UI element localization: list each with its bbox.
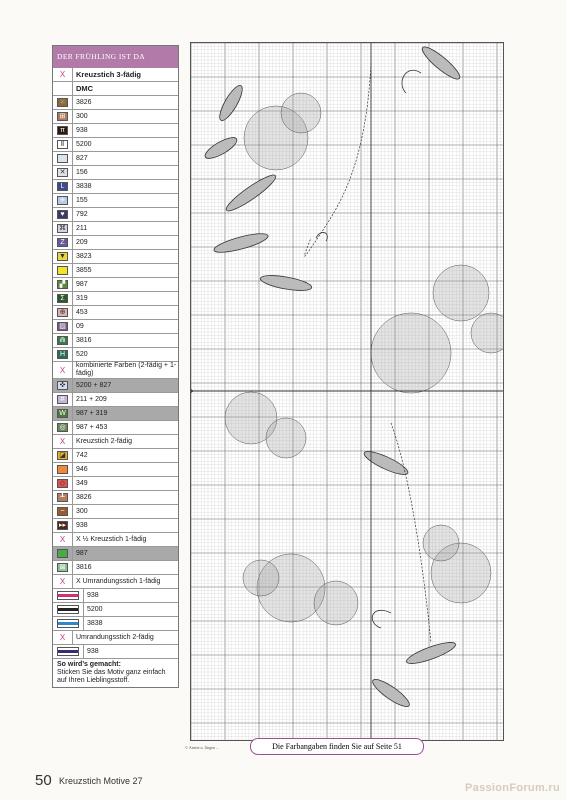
legend-label: 938 [83,589,178,602]
legend-label: 987 + 453 [72,421,178,434]
legend-row [53,222,178,236]
legend-row [53,208,178,222]
legend-row [53,180,178,194]
page-number: 50 [35,772,52,789]
legend-label: 792 [72,208,178,221]
color-swatch-icon: ⊠ [57,563,68,572]
color-swatch-icon: ✜ [57,381,68,390]
legend-label: 3855 [72,264,178,277]
legend-row [53,631,178,645]
legend-label: 453 [72,306,178,319]
legend-label: 211 + 209 [72,393,178,406]
color-swatch-icon: X [59,633,66,642]
color-swatch-icon: X [59,535,66,544]
legend-row [53,278,178,292]
note-title: So wird’s gemacht: [57,661,121,668]
legend-row [53,236,178,250]
legend-row [53,393,178,407]
color-swatch-icon [57,591,79,600]
color-swatch-icon: ♥ [57,210,68,219]
legend-label: 300 [72,505,178,518]
legend-label: 987 [72,278,178,291]
cross-stitch-chart [190,42,504,741]
color-swatch-icon: ◪ [57,451,68,460]
legend-row [53,491,178,505]
legend-row [53,110,178,124]
color-swatch-icon: ✕ [57,168,68,177]
legend-row [53,362,178,379]
legend-label: 946 [72,463,178,476]
legend-row [53,250,178,264]
legend-row [53,138,178,152]
legend-row [53,547,178,561]
color-swatch-icon: Z [57,238,68,247]
legend-label: 987 + 319 [72,407,178,420]
color-swatch-icon: ⊕ [57,308,68,317]
legend-label: 09 [72,320,178,333]
color-swatch-icon [57,266,68,275]
legend-row [53,617,178,631]
legend-row [53,82,178,96]
legend-row [53,449,178,463]
color-swatch-icon: ▞ [57,280,68,289]
watermark: PassionForum.ru [465,782,560,794]
legend-label: 211 [72,222,178,235]
legend-label: 520 [72,348,178,361]
color-swatch-icon: ✳ [57,196,68,205]
legend-row [53,407,178,421]
color-swatch-icon: ⁙ [57,98,68,107]
legend-row [53,589,178,603]
color-swatch-icon: ~ [57,507,68,516]
color-swatch-icon: Ⅱ [57,140,68,149]
legend-label: 938 [72,519,178,532]
legend-label: 3826 [72,96,178,109]
legend-row [53,519,178,533]
color-swatch-icon: W [57,409,68,418]
legend-row [53,477,178,491]
color-swatch-icon: X [59,437,66,446]
legend-row [53,68,178,82]
legend-row [53,505,178,519]
color-swatch-icon: L [57,182,68,191]
legend-row [53,124,178,138]
legend-label: 155 [72,194,178,207]
legend-label: Umrandungsstich 2-fädig [72,631,178,644]
magazine-title: Kreuzstich Motive 27 [59,776,143,786]
legend-row [53,533,178,547]
color-swatch-icon: ◎ [57,423,68,432]
legend-rows [53,68,178,659]
color-swatch-icon: ⊞ [57,112,68,121]
legend-row [53,645,178,659]
color-swatch-icon: X [59,70,66,79]
color-swatch-icon: ⋒ [57,336,68,345]
color-swatch-icon: ▼ [57,252,68,261]
color-swatch-icon: Σ [57,294,68,303]
legend-row [53,264,178,278]
color-swatch-icon: # [57,395,68,404]
color-swatch-icon [57,465,68,474]
legend-row [53,561,178,575]
legend-label: kombinierte Farben (2-fädig + 1-fädig) [72,362,178,378]
legend-label: X ½ Kreuzstich 1-fädig [72,533,178,546]
legend-row [53,166,178,180]
legend-label: 156 [72,166,178,179]
legend-label: 209 [72,236,178,249]
legend-label: 300 [72,110,178,123]
legend-label: Kreuzstich 2-fädig [72,435,178,448]
legend-row [53,603,178,617]
copyright-caption: © Anette u. Jürgen ... [185,745,220,750]
color-swatch-icon [57,549,68,558]
legend-label: 3838 [72,180,178,193]
color-swatch-icon [57,154,68,163]
color-reference-note: Die Farbangaben finden Sie auf Seite 51 [250,738,424,755]
legend-row [53,435,178,449]
color-swatch-icon [57,605,79,614]
color-swatch-icon: ◇ [57,479,68,488]
legend-label: 5200 + 827 [72,379,178,392]
legend-label: 827 [72,152,178,165]
legend-label: 3838 [83,617,178,630]
legend-header: DER FRÜHLING IST DA [53,46,178,68]
color-swatch-icon: ⌘ [59,225,66,232]
color-swatch-icon: ▨ [57,322,68,331]
legend-label: DMC [72,82,178,95]
legend-row [53,348,178,362]
color-swatch-icon: ▸▸ [58,522,67,529]
legend-label: 742 [72,449,178,462]
legend-row [53,194,178,208]
legend-label: 938 [72,124,178,137]
color-swatch-icon [57,647,79,656]
chart-grid [191,43,503,740]
legend-row [53,463,178,477]
legend-label: 3823 [72,250,178,263]
legend-row [53,575,178,589]
legend-row [53,152,178,166]
color-swatch-icon [57,619,79,628]
legend-label: Kreuzstich 3-fädig [72,68,178,81]
color-swatch-icon: π [57,126,68,135]
legend-label: 938 [83,645,178,658]
color-swatch-icon: H [57,350,68,359]
color-legend [52,45,179,688]
legend-row [53,421,178,435]
legend-row [53,334,178,348]
legend-label: 3826 [72,491,178,504]
legend-label: 3816 [72,561,178,574]
legend-label: 319 [72,292,178,305]
legend-row [53,320,178,334]
legend-label: 5200 [72,138,178,151]
legend-label: 349 [72,477,178,490]
color-swatch-icon [57,84,68,93]
color-swatch-icon: X [59,365,66,375]
legend-row [53,96,178,110]
legend-row [53,379,178,393]
note-text: Sticken Sie das Motiv ganz einfach auf Ihren Lieblingsstoff. [57,669,166,684]
legend-label: 3816 [72,334,178,347]
legend-label: 987 [72,547,178,560]
color-swatch-icon: X [59,577,66,586]
color-swatch-icon: ┸ [57,493,68,502]
legend-label: X Umrandungsstich 1-fädig [72,575,178,588]
legend-note [53,659,178,687]
legend-label: 5200 [83,603,178,616]
legend-row [53,306,178,320]
legend-row [53,292,178,306]
